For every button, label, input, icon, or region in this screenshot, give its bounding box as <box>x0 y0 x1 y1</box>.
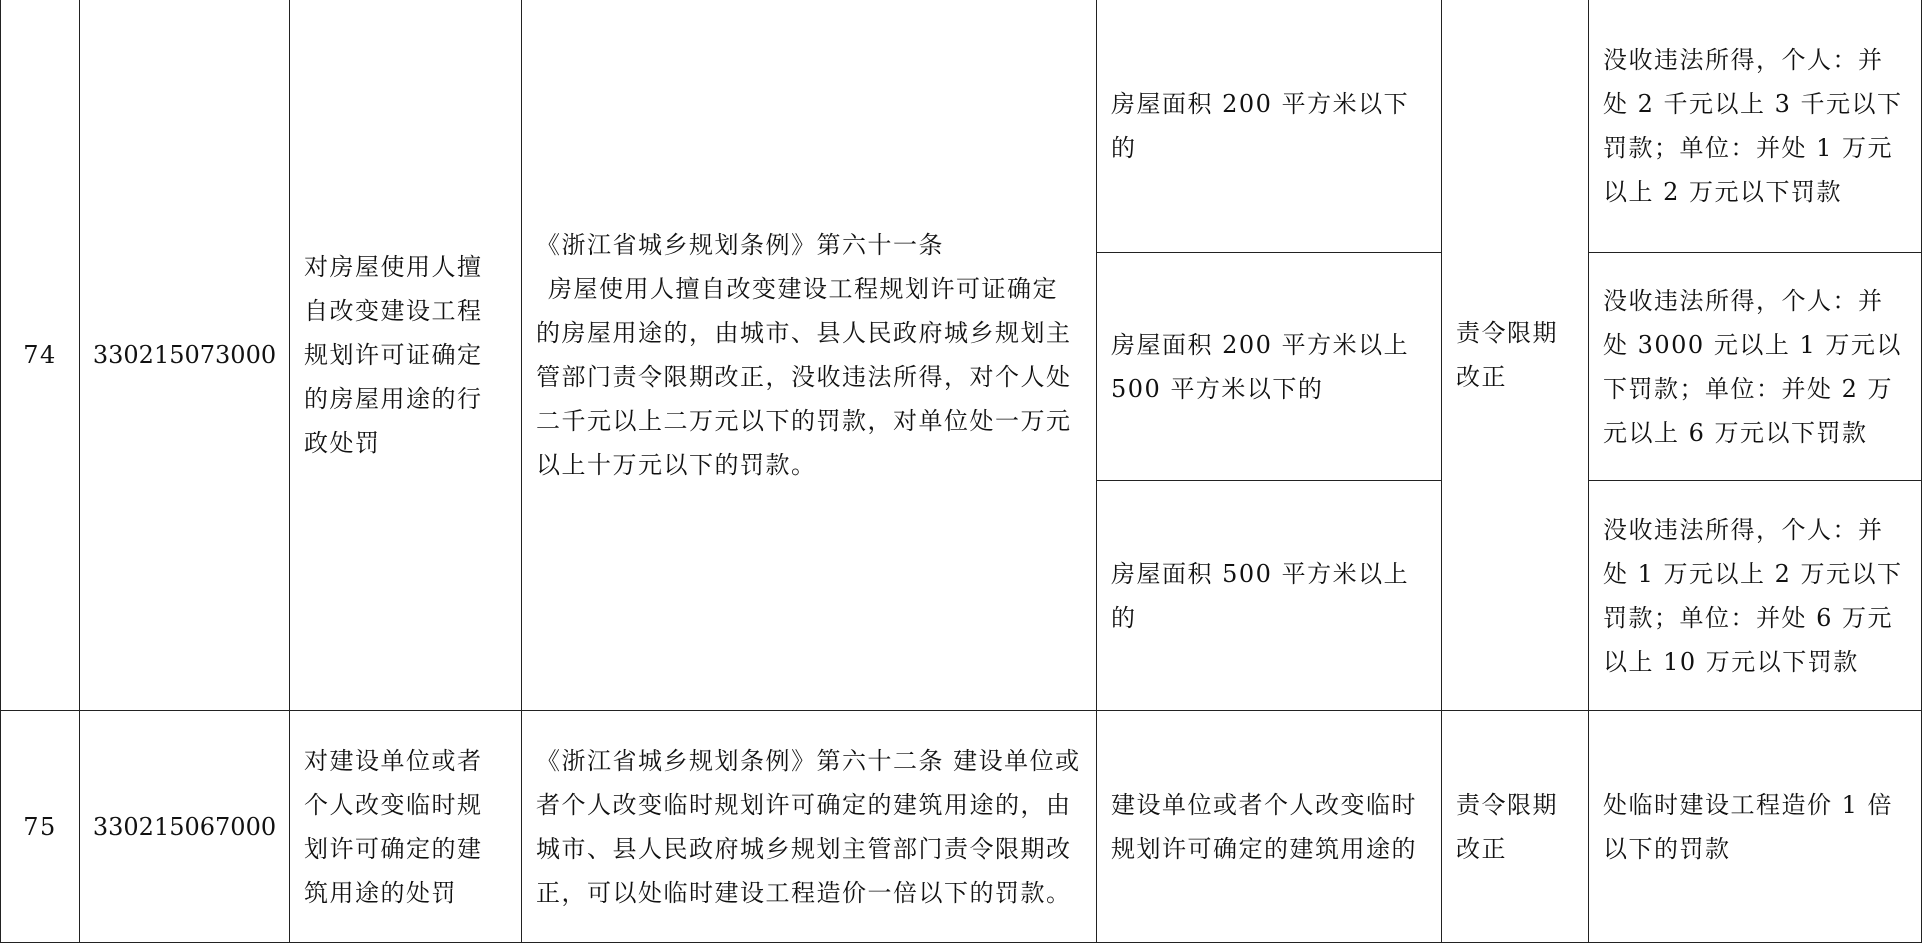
penalty-standard: 没收违法所得，个人：并处 3000 元以上 1 万元以下罚款；单位：并处 2 万元以上 6 万元以下罚款 <box>1589 253 1922 481</box>
legal-basis-body: 房屋使用人擅自改变建设工程规划许可证确定的房屋用途的，由城市、县人民政府城乡规划主管部门责令限期改正，没收违法所得，对个人处二千元以上二万元以下的罚款，对单位处一万元以上十万元以下的罚款。 <box>536 274 1072 479</box>
corrective-measure: 责令限期改正 <box>1442 0 1589 711</box>
table-row <box>1 0 1922 253</box>
legal-basis-title: 《浙江省城乡规划条例》第六十一条 <box>536 230 944 259</box>
circumstance-condition: 房屋面积 500 平方米以上的 <box>1097 481 1442 711</box>
penalty-standard: 处临时建设工程造价 1 倍以下的罚款 <box>1589 711 1922 943</box>
item-code: 330215067000 <box>80 711 290 943</box>
row-number: 74 <box>1 0 80 711</box>
item-name: 对建设单位或者个人改变临时规划许可确定的建筑用途的处罚 <box>290 711 522 943</box>
table-row <box>1 711 1922 943</box>
circumstance-condition: 建设单位或者个人改变临时规划许可确定的建筑用途的 <box>1097 711 1442 943</box>
item-name: 对房屋使用人擅自改变建设工程规划许可证确定的房屋用途的行政处罚 <box>290 0 522 711</box>
corrective-measure: 责令限期改正 <box>1442 711 1589 943</box>
circumstance-condition: 房屋面积 200 平方米以下的 <box>1097 0 1442 253</box>
penalty-standard: 没收违法所得，个人：并处 2 千元以上 3 千元以下罚款；单位：并处 1 万元以上 2 万元以下罚款 <box>1589 0 1922 253</box>
row-number: 75 <box>1 711 80 943</box>
legal-basis: 《浙江省城乡规划条例》第六十二条 建设单位或者个人改变临时规划许可确定的建筑用途的，由城市、县人民政府城乡规划主管部门责令限期改正，可以处临时建设工程造价一倍以下的罚款。 <box>522 711 1097 943</box>
item-code: 330215073000 <box>80 0 290 711</box>
penalty-standard: 没收违法所得，个人：并处 1 万元以上 2 万元以下罚款；单位：并处 6 万元以上 10 万元以下罚款 <box>1589 481 1922 711</box>
circumstance-condition: 房屋面积 200 平方米以上 500 平方米以下的 <box>1097 253 1442 481</box>
legal-basis <box>522 0 1097 711</box>
